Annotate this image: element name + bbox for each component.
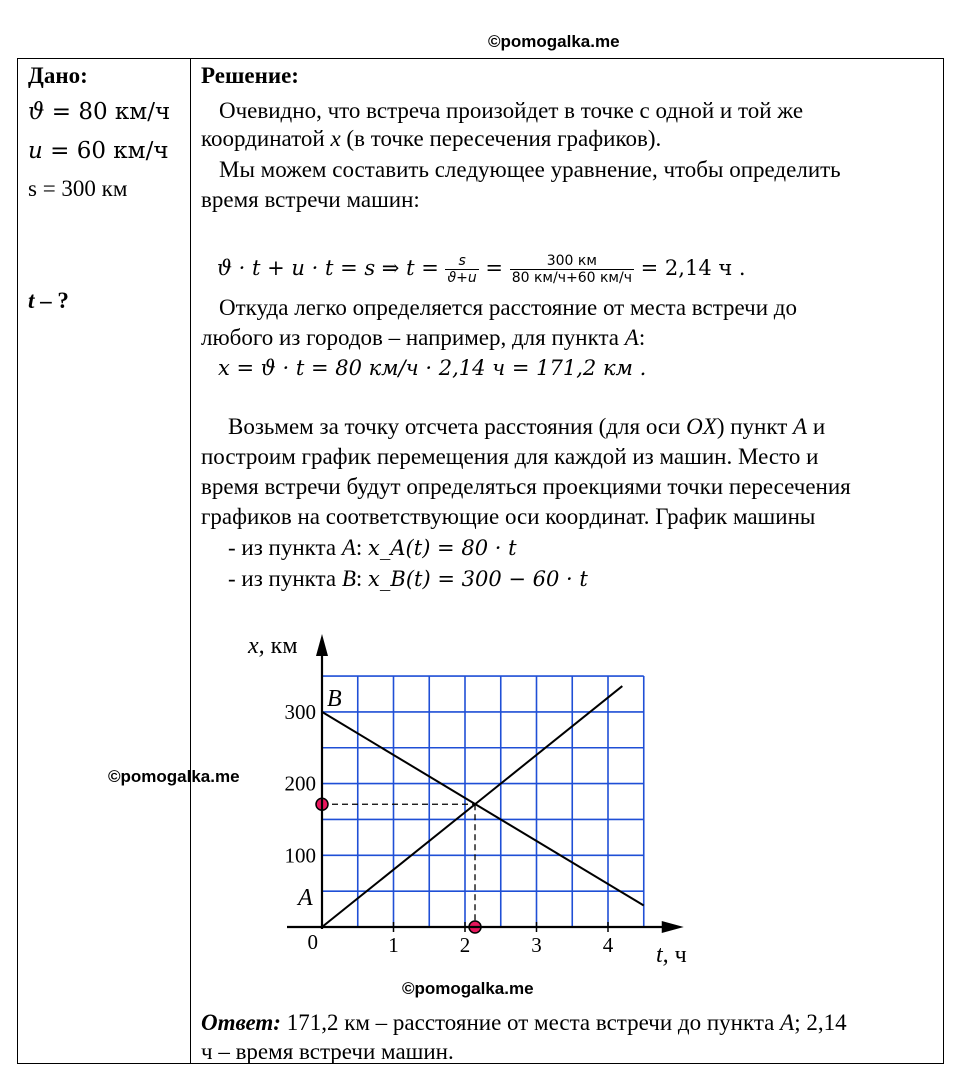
find-time: t – ? [28, 288, 69, 313]
time-equation: ϑ · t + u · t = s ⇒ t = $\frac{s}{ϑ+u}$ = $\frac{300 км}{80 км/ч+60 км/ч}$ = 2,14 ч . [217, 253, 746, 286]
watermark-bottom: ©pomogalka.me [402, 979, 534, 998]
x-axis-arrow [662, 921, 684, 933]
series-label-b: B [327, 685, 342, 712]
distance-formula: x = ϑ · t = 80 км/ч · 2,14 ч = 171,2 км . [218, 356, 647, 380]
given-speed-v: ϑ = 80 км/ч [28, 99, 171, 125]
paragraph-2-line-1: Мы можем составить следующее уравнение, чтобы определить [219, 157, 841, 182]
watermark-top: ©pomogalka.me [488, 32, 620, 51]
y-tick-label: 300 [284, 699, 316, 724]
answer-line-1: Ответ: 171,2 км – расстояние от места встречи до пункта A; 2,14 [201, 1010, 847, 1035]
y-tick-label: 200 [284, 771, 316, 796]
paragraph-1-line-1: Очевидно, что встреча произойдет в точке с одной и той же [219, 98, 804, 123]
x-tick-label: 3 [531, 933, 542, 957]
watermark-middle: ©pomogalka.me [108, 767, 240, 786]
y-axis-arrow [316, 634, 328, 656]
x-tick-label: 2 [459, 933, 471, 957]
paragraph-1-line-2: координатой x (в точке пересечения графиков). [201, 126, 662, 151]
y-axis-title: x, км [248, 633, 298, 659]
paragraph-3-line-2: любого из городов – например, для пункта A: [201, 325, 646, 350]
y-tick-label: 100 [284, 843, 316, 868]
answer-label: Ответ: [201, 1010, 281, 1035]
paragraph-4-line-1: Возьмем за точку отсчета расстояния (для оси OX) пункт A и [228, 414, 826, 439]
series-line-b [322, 712, 644, 906]
list-item-point-b: - из пункта B: x_B(t) = 300 − 60 · t [228, 566, 588, 591]
fraction-numeric: $\frac{300 км}{80 км/ч+60 км/ч}$ [511, 253, 632, 286]
paragraph-2-line-2: время встречи машин: [201, 187, 420, 212]
paragraph-4-line-4: графиков на соответствующие оси координат. График машины [201, 504, 816, 529]
answer-line-2: ч – время встречи машин. [201, 1039, 454, 1064]
solution-heading: Решение: [201, 63, 299, 88]
given-heading: Дано: [28, 63, 88, 88]
paragraph-4-line-2: построим график перемещения для каждой из машин. Место и [201, 444, 819, 469]
paragraph-4-line-3: время встречи будут определяться проекциями точки пересечения [201, 474, 851, 499]
given-speed-u: u = 60 км/ч [28, 138, 169, 164]
list-item-point-a: - из пункта A: x_A(t) = 80 · t [228, 535, 517, 560]
x-tick-label: 4 [602, 933, 614, 957]
given-distance: s = 300 км [28, 176, 128, 201]
x-tick-label: 1 [388, 933, 399, 957]
paragraph-3-line-1: Откуда легко определяется расстояние от места встречи до [219, 295, 798, 320]
fraction-s-over-sum: $\frac{s}{ϑ+u}$ [447, 253, 477, 286]
x-axis-title: t, ч [656, 942, 687, 968]
origin-label: 0 [307, 930, 318, 954]
series-label-a: A [298, 885, 313, 911]
